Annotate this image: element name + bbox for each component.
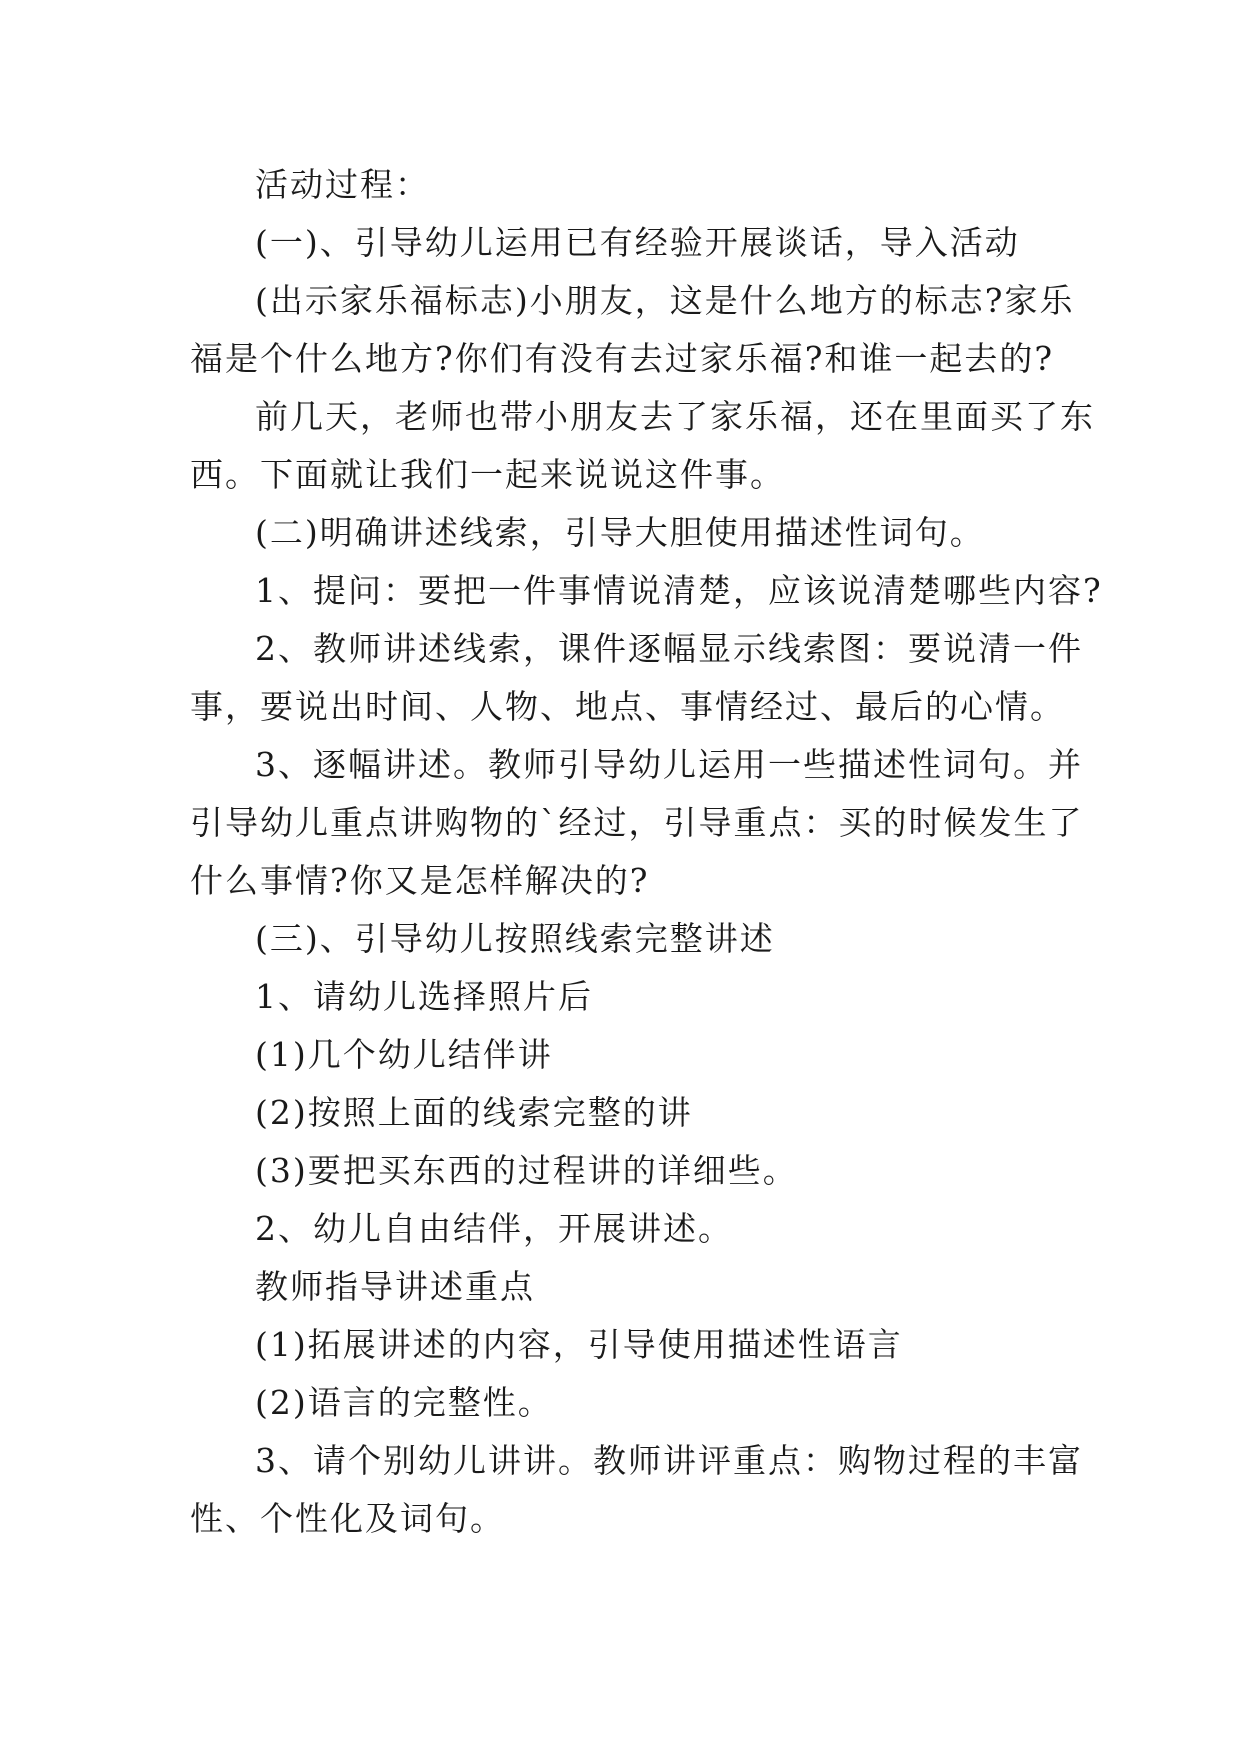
text-line-paragraph: 性、个性化及词句。 xyxy=(190,1499,505,1538)
text-line-sub-item: (1)拓展讲述的内容，引导使用描述性语言 xyxy=(255,1325,903,1364)
text-line-paragraph: 前几天，老师也带小朋友去了家乐福，还在里面买了东 xyxy=(255,397,1095,436)
text-line-list-item: 2、幼儿自由结伴，开展讲述。 xyxy=(255,1209,733,1248)
text-line-sub-item: (3)要把买东西的过程讲的详细些。 xyxy=(255,1151,798,1190)
text-line-section-1-heading: (一)、引导幼儿运用已有经验开展谈话，导入活动 xyxy=(255,223,1020,262)
text-line-list-item: 1、请幼儿选择照片后 xyxy=(255,977,593,1016)
text-line-paragraph: 什么事情?你又是怎样解决的? xyxy=(190,861,650,900)
text-line-sub-item: (1)几个幼儿结伴讲 xyxy=(255,1035,553,1074)
text-line-section-3-heading: (三)、引导幼儿按照线索完整讲述 xyxy=(255,919,775,958)
text-line-paragraph: 西。下面就让我们一起来说说这件事。 xyxy=(190,455,785,494)
text-line-section-2-heading: (二)明确讲述线索，引导大胆使用描述性词句。 xyxy=(255,513,985,552)
text-line-paragraph: 事，要说出时间、人物、地点、事情经过、最后的心情。 xyxy=(190,687,1065,726)
text-line-paragraph: 福是个什么地方?你们有没有去过家乐福?和谁一起去的? xyxy=(190,339,1055,378)
text-line-sub-item: (2)按照上面的线索完整的讲 xyxy=(255,1093,693,1132)
text-line-sub-item: (2)语言的完整性。 xyxy=(255,1383,553,1422)
text-line-paragraph: (出示家乐福标志)小朋友，这是什么地方的标志?家乐 xyxy=(255,281,1075,320)
text-line-list-item: 1、提问：要把一件事情说清楚，应该说清楚哪些内容? xyxy=(255,571,1103,610)
text-line-paragraph: 教师指导讲述重点 xyxy=(255,1267,535,1306)
text-line-list-item: 3、逐幅讲述。教师引导幼儿运用一些描述性词句。并 xyxy=(255,745,1083,784)
text-line-paragraph: 引导幼儿重点讲购物的`经过，引导重点：买的时候发生了 xyxy=(190,803,1084,842)
text-line-list-item: 2、教师讲述线索，课件逐幅显示线索图：要说清一件 xyxy=(255,629,1083,668)
text-line-list-item: 3、请个别幼儿讲讲。教师讲评重点：购物过程的丰富 xyxy=(255,1441,1083,1480)
text-line-activity-process-heading: 活动过程： xyxy=(255,165,430,204)
